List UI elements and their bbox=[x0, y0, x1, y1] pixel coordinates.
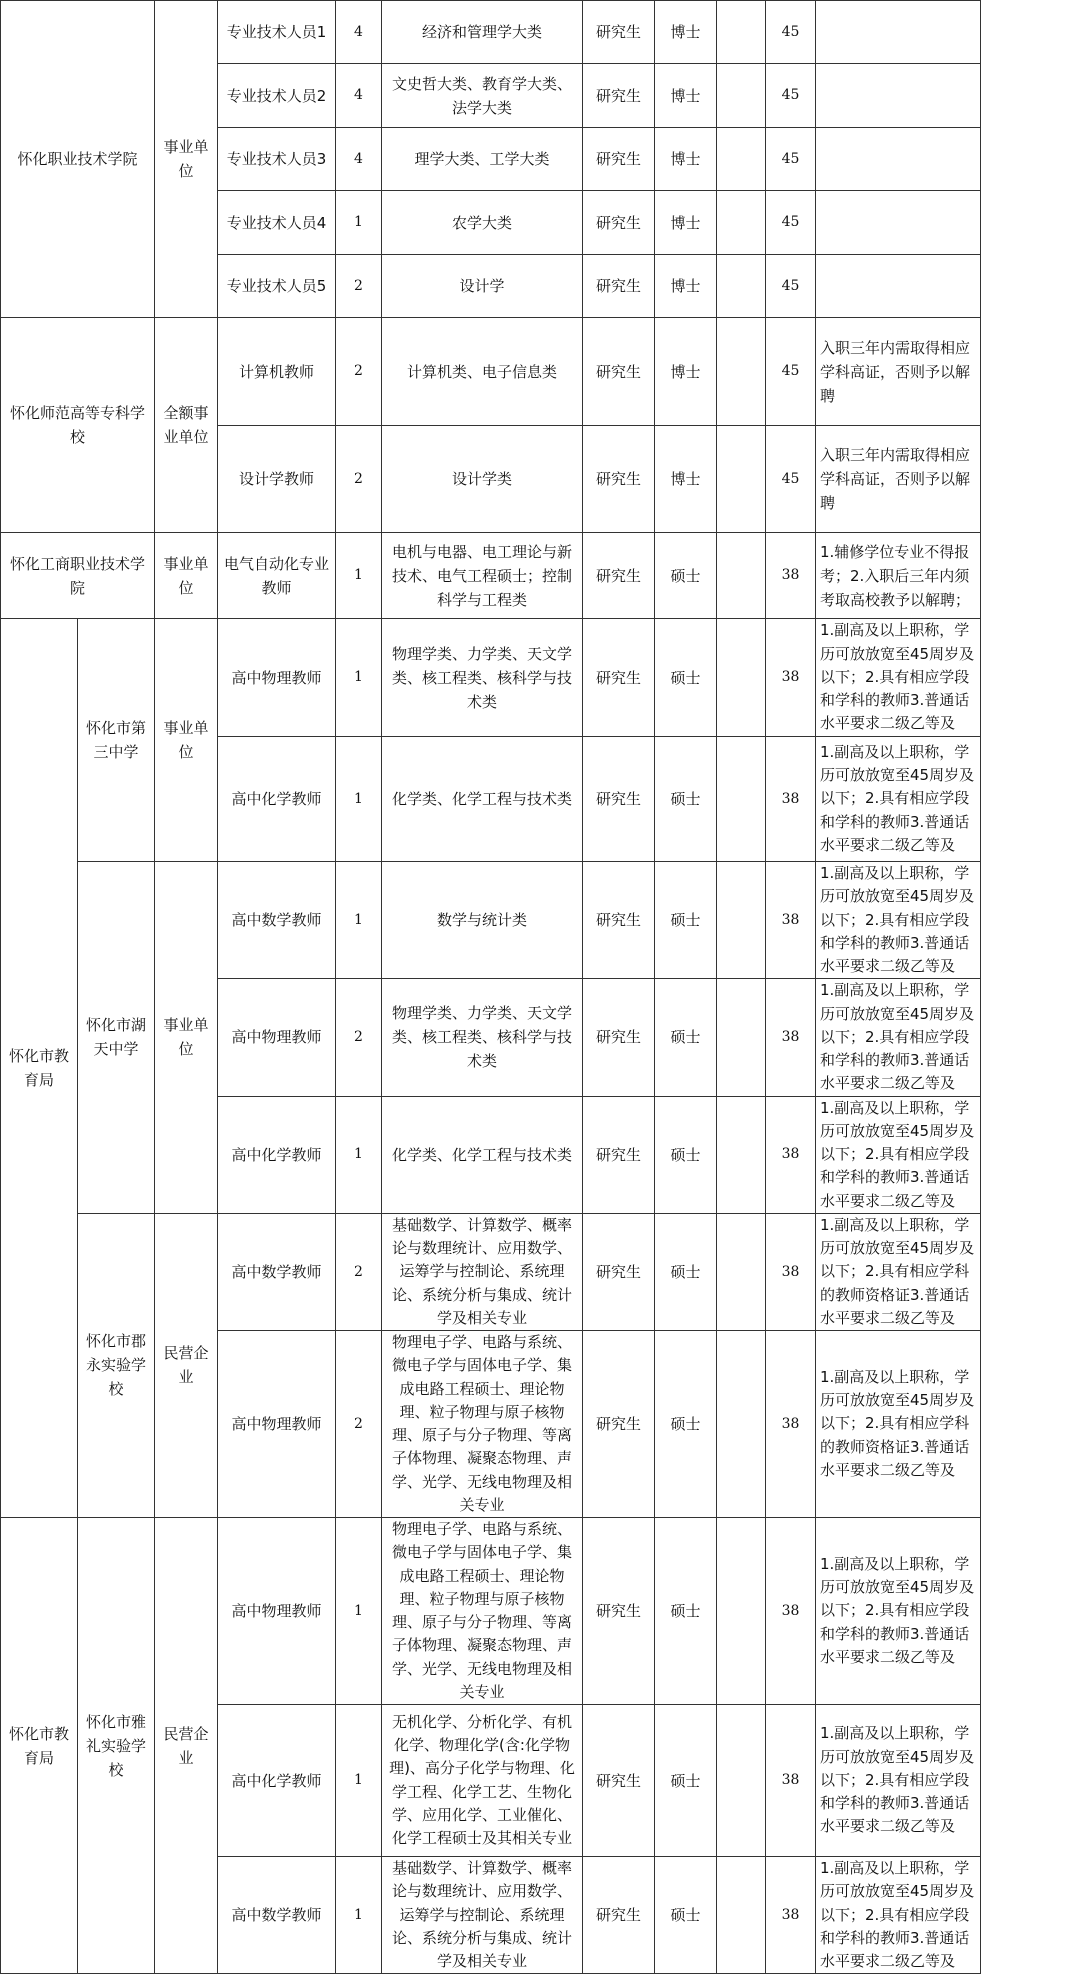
count-cell: 4 bbox=[336, 128, 382, 191]
blank-cell bbox=[717, 64, 766, 128]
age-cell: 38 bbox=[766, 1857, 816, 1974]
post-cell: 高中化学教师 bbox=[218, 737, 336, 862]
degree-cell: 博士 bbox=[655, 255, 717, 318]
age-cell: 38 bbox=[766, 1096, 816, 1213]
degree-cell: 博士 bbox=[655, 191, 717, 255]
table-row bbox=[1, 318, 981, 426]
age-cell: 38 bbox=[766, 1518, 816, 1705]
major-cell: 理学大类、工学大类 bbox=[382, 128, 583, 191]
education-cell: 研究生 bbox=[583, 862, 655, 979]
unit-type-cell: 事业单位 bbox=[155, 1, 218, 318]
post-cell: 高中物理教师 bbox=[218, 1518, 336, 1705]
degree-cell: 硕士 bbox=[655, 1518, 717, 1705]
major-cell: 物理电子学、电路与系统、微电子学与固体电子学、集成电路工程硕士、理论物理、粒子物理与原子核物理、原子与分子物理、等离子体物理、凝聚态物理、声学、光学、无线电物理及相关专业 bbox=[382, 1331, 583, 1518]
major-cell: 化学类、化学工程与技术类 bbox=[382, 737, 583, 862]
org-cell: 怀化职业技术学院 bbox=[1, 1, 155, 318]
age-cell: 38 bbox=[766, 619, 816, 737]
major-cell: 基础数学、计算数学、概率论与数理统计、应用数学、运筹学与控制论、系统理论、系统分析与集成、统计学及相关专业 bbox=[382, 1857, 583, 1974]
remarks-cell: 1.副高及以上职称，学历可放放宽至45周岁及以下；2.具有相应学段和学科的教师3.普通话水平要求二级乙等及 bbox=[816, 1705, 981, 1857]
count-cell: 1 bbox=[336, 1096, 382, 1213]
education-cell: 研究生 bbox=[583, 737, 655, 862]
remarks-cell bbox=[816, 128, 981, 191]
remarks-cell: 1.副高及以上职称，学历可放放宽至45周岁及以下；2.具有相应学科的教师资格证3.普通话水平要求二级乙等及 bbox=[816, 1331, 981, 1518]
education-cell: 研究生 bbox=[583, 426, 655, 533]
age-cell: 38 bbox=[766, 979, 816, 1096]
age-cell: 38 bbox=[766, 1331, 816, 1518]
education-cell: 研究生 bbox=[583, 619, 655, 737]
blank-cell bbox=[717, 1518, 766, 1705]
age-cell: 45 bbox=[766, 318, 816, 426]
blank-cell bbox=[717, 1331, 766, 1518]
education-cell: 研究生 bbox=[583, 191, 655, 255]
unit-type-cell: 全额事业单位 bbox=[155, 318, 218, 533]
blank-cell bbox=[717, 737, 766, 862]
count-cell: 1 bbox=[336, 191, 382, 255]
blank-cell bbox=[717, 619, 766, 737]
post-cell: 专业技术人员1 bbox=[218, 1, 336, 64]
school-cell: 怀化市第三中学 bbox=[78, 619, 155, 862]
major-cell: 基础数学、计算数学、概率论与数理统计、应用数学、运筹学与控制论、系统理论、系统分析与集成、统计学及相关专业 bbox=[382, 1213, 583, 1330]
education-cell: 研究生 bbox=[583, 255, 655, 318]
remarks-cell: 入职三年内需取得相应学科高证，否则予以解聘 bbox=[816, 318, 981, 426]
major-cell: 设计学 bbox=[382, 255, 583, 318]
count-cell: 2 bbox=[336, 979, 382, 1096]
org-cell: 怀化师范高等专科学校 bbox=[1, 318, 155, 533]
org-cell: 怀化工商职业技术学院 bbox=[1, 533, 155, 619]
age-cell: 38 bbox=[766, 1705, 816, 1857]
major-cell: 无机化学、分析化学、有机化学、物理化学(含:化学物理)、高分子化学与物理、化学工程、化学工艺、生物化学、应用化学、工业催化、化学工程硕士及其相关专业 bbox=[382, 1705, 583, 1857]
degree-cell: 博士 bbox=[655, 128, 717, 191]
post-cell: 高中数学教师 bbox=[218, 1213, 336, 1330]
count-cell: 1 bbox=[336, 737, 382, 862]
major-cell: 电机与电器、电工理论与新技术、电气工程硕士；控制科学与工程类 bbox=[382, 533, 583, 619]
remarks-cell bbox=[816, 255, 981, 318]
education-cell: 研究生 bbox=[583, 1857, 655, 1974]
degree-cell: 博士 bbox=[655, 426, 717, 533]
age-cell: 38 bbox=[766, 862, 816, 979]
degree-cell: 博士 bbox=[655, 318, 717, 426]
major-cell: 农学大类 bbox=[382, 191, 583, 255]
remarks-cell bbox=[816, 64, 981, 128]
blank-cell bbox=[717, 1096, 766, 1213]
table-row bbox=[1, 1518, 981, 1705]
blank-cell bbox=[717, 255, 766, 318]
blank-cell bbox=[717, 1213, 766, 1330]
degree-cell: 硕士 bbox=[655, 1213, 717, 1330]
degree-cell: 硕士 bbox=[655, 862, 717, 979]
post-cell: 高中数学教师 bbox=[218, 1857, 336, 1974]
major-cell: 设计学类 bbox=[382, 426, 583, 533]
age-cell: 45 bbox=[766, 191, 816, 255]
count-cell: 1 bbox=[336, 1705, 382, 1857]
table-row bbox=[1, 862, 981, 979]
degree-cell: 硕士 bbox=[655, 979, 717, 1096]
unit-type-cell: 民营企业 bbox=[155, 1518, 218, 1974]
education-cell: 研究生 bbox=[583, 1, 655, 64]
remarks-cell: 1.副高及以上职称，学历可放放宽至45周岁及以下；2.具有相应学段和学科的教师3.普通话水平要求二级乙等及 bbox=[816, 1518, 981, 1705]
remarks-cell: 1.辅修学位专业不得报考；2.入职后三年内须考取高校教予以解聘； bbox=[816, 533, 981, 619]
remarks-cell: 1.副高及以上职称，学历可放放宽至45周岁及以下；2.具有相应学段和学科的教师3.普通话水平要求二级乙等及 bbox=[816, 1096, 981, 1213]
post-cell: 高中数学教师 bbox=[218, 862, 336, 979]
major-cell: 文史哲大类、教育学大类、法学大类 bbox=[382, 64, 583, 128]
school-cell: 怀化市雅礼实验学校 bbox=[78, 1518, 155, 1974]
education-cell: 研究生 bbox=[583, 318, 655, 426]
count-cell: 2 bbox=[336, 1331, 382, 1518]
post-cell: 专业技术人员4 bbox=[218, 191, 336, 255]
school-cell: 怀化市湖天中学 bbox=[78, 862, 155, 1214]
education-cell: 研究生 bbox=[583, 128, 655, 191]
blank-cell bbox=[717, 318, 766, 426]
blank-cell bbox=[717, 426, 766, 533]
major-cell: 物理学类、力学类、天文学类、核工程类、核科学与技术类 bbox=[382, 619, 583, 737]
education-cell: 研究生 bbox=[583, 1518, 655, 1705]
post-cell: 计算机教师 bbox=[218, 318, 336, 426]
count-cell: 2 bbox=[336, 255, 382, 318]
remarks-cell: 1.副高及以上职称，学历可放放宽至45周岁及以下；2.具有相应学段和学科的教师3.普通话水平要求二级乙等及 bbox=[816, 862, 981, 979]
post-cell: 高中化学教师 bbox=[218, 1096, 336, 1213]
age-cell: 45 bbox=[766, 1, 816, 64]
post-cell: 高中化学教师 bbox=[218, 1705, 336, 1857]
post-cell: 设计学教师 bbox=[218, 426, 336, 533]
blank-cell bbox=[717, 533, 766, 619]
count-cell: 2 bbox=[336, 426, 382, 533]
major-cell: 经济和管理学大类 bbox=[382, 1, 583, 64]
remarks-cell bbox=[816, 191, 981, 255]
age-cell: 45 bbox=[766, 128, 816, 191]
post-cell: 高中物理教师 bbox=[218, 979, 336, 1096]
age-cell: 38 bbox=[766, 737, 816, 862]
table-row bbox=[1, 533, 981, 619]
education-cell: 研究生 bbox=[583, 979, 655, 1096]
degree-cell: 硕士 bbox=[655, 1096, 717, 1213]
degree-cell: 硕士 bbox=[655, 1331, 717, 1518]
unit-type-cell: 事业单位 bbox=[155, 619, 218, 862]
degree-cell: 硕士 bbox=[655, 619, 717, 737]
education-cell: 研究生 bbox=[583, 1705, 655, 1857]
unit-type-cell: 事业单位 bbox=[155, 533, 218, 619]
remarks-cell: 1.副高及以上职称，学历可放放宽至45周岁及以下；2.具有相应学段和学科的教师3.普通话水平要求二级乙等及 bbox=[816, 737, 981, 862]
degree-cell: 硕士 bbox=[655, 533, 717, 619]
degree-cell: 硕士 bbox=[655, 737, 717, 862]
count-cell: 4 bbox=[336, 64, 382, 128]
table-row bbox=[1, 1213, 981, 1330]
blank-cell bbox=[717, 1, 766, 64]
remarks-cell bbox=[816, 1, 981, 64]
post-cell: 高中物理教师 bbox=[218, 1331, 336, 1518]
count-cell: 1 bbox=[336, 1857, 382, 1974]
major-cell: 物理学类、力学类、天文学类、核工程类、核科学与技术类 bbox=[382, 979, 583, 1096]
remarks-cell: 1.副高及以上职称，学历可放放宽至45周岁及以下；2.具有相应学科的教师资格证3.普通话水平要求二级乙等及 bbox=[816, 1213, 981, 1330]
age-cell: 45 bbox=[766, 426, 816, 533]
count-cell: 2 bbox=[336, 1213, 382, 1330]
bureau-cell: 怀化市教育局 bbox=[1, 619, 78, 1518]
blank-cell bbox=[717, 862, 766, 979]
education-cell: 研究生 bbox=[583, 533, 655, 619]
count-cell: 1 bbox=[336, 862, 382, 979]
post-cell: 专业技术人员5 bbox=[218, 255, 336, 318]
table-row bbox=[1, 1, 981, 64]
blank-cell bbox=[717, 191, 766, 255]
blank-cell bbox=[717, 979, 766, 1096]
post-cell: 专业技术人员3 bbox=[218, 128, 336, 191]
blank-cell bbox=[717, 1705, 766, 1857]
major-cell: 化学类、化学工程与技术类 bbox=[382, 1096, 583, 1213]
post-cell: 高中物理教师 bbox=[218, 619, 336, 737]
count-cell: 1 bbox=[336, 1518, 382, 1705]
table-row bbox=[1, 619, 981, 737]
degree-cell: 硕士 bbox=[655, 1857, 717, 1974]
count-cell: 1 bbox=[336, 533, 382, 619]
count-cell: 1 bbox=[336, 619, 382, 737]
education-cell: 研究生 bbox=[583, 1096, 655, 1213]
remarks-cell: 入职三年内需取得相应学科高证，否则予以解聘 bbox=[816, 426, 981, 533]
education-cell: 研究生 bbox=[583, 1213, 655, 1330]
major-cell: 计算机类、电子信息类 bbox=[382, 318, 583, 426]
post-cell: 电气自动化专业教师 bbox=[218, 533, 336, 619]
bureau-cell: 怀化市教育局 bbox=[1, 1518, 78, 1974]
post-cell: 专业技术人员2 bbox=[218, 64, 336, 128]
major-cell: 物理电子学、电路与系统、微电子学与固体电子学、集成电路工程硕士、理论物理、粒子物理与原子核物理、原子与分子物理、等离子体物理、凝聚态物理、声学、光学、无线电物理及相关专业 bbox=[382, 1518, 583, 1705]
age-cell: 45 bbox=[766, 255, 816, 318]
remarks-cell: 1.副高及以上职称，学历可放放宽至45周岁及以下；2.具有相应学段和学科的教师3.普通话水平要求二级乙等及 bbox=[816, 619, 981, 737]
degree-cell: 博士 bbox=[655, 1, 717, 64]
remarks-cell: 1.副高及以上职称，学历可放放宽至45周岁及以下；2.具有相应学段和学科的教师3.普通话水平要求二级乙等及 bbox=[816, 1857, 981, 1974]
blank-cell bbox=[717, 128, 766, 191]
age-cell: 38 bbox=[766, 1213, 816, 1330]
age-cell: 38 bbox=[766, 533, 816, 619]
school-cell: 怀化市郡永实验学校 bbox=[78, 1213, 155, 1517]
unit-type-cell: 事业单位 bbox=[155, 862, 218, 1214]
remarks-cell: 1.副高及以上职称，学历可放放宽至45周岁及以下；2.具有相应学段和学科的教师3.普通话水平要求二级乙等及 bbox=[816, 979, 981, 1096]
count-cell: 2 bbox=[336, 318, 382, 426]
count-cell: 4 bbox=[336, 1, 382, 64]
blank-cell bbox=[717, 1857, 766, 1974]
degree-cell: 硕士 bbox=[655, 1705, 717, 1857]
unit-type-cell: 民营企业 bbox=[155, 1213, 218, 1517]
age-cell: 45 bbox=[766, 64, 816, 128]
education-cell: 研究生 bbox=[583, 1331, 655, 1518]
major-cell: 数学与统计类 bbox=[382, 862, 583, 979]
degree-cell: 博士 bbox=[655, 64, 717, 128]
education-cell: 研究生 bbox=[583, 64, 655, 128]
